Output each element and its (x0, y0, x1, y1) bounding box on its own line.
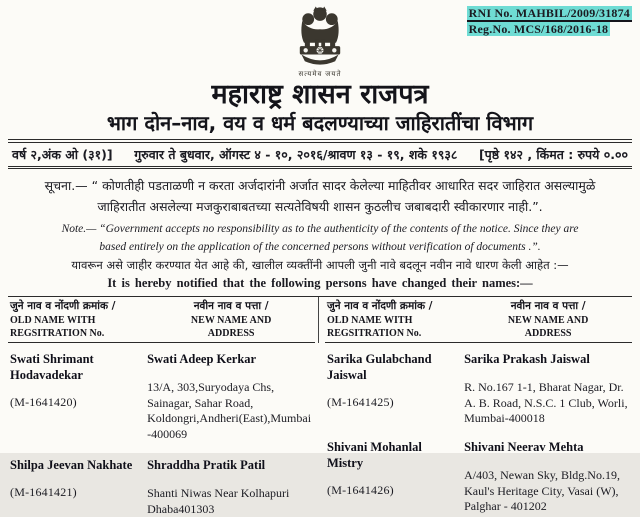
header-old-en2: REGSITRATION No. (10, 328, 105, 340)
header-old-en1: OLD NAME WITH (327, 315, 413, 327)
ashoka-emblem-icon (290, 4, 350, 68)
issue-date-range: गुरुवार ते बुधवार, ऑगस्ट ४ - १०, २०१६/श्रावण १३ - १९, शके १९३८ (134, 146, 458, 162)
header-old-marathi: जुने नाव व नोंदणी क्रमांक / (10, 300, 116, 313)
new-name-cell (143, 352, 315, 442)
issue-pages-price: [पृष्ठे १४२ , किंमत : रुपये ०.०० (478, 146, 628, 162)
header-old-en2: REGSITRATION No. (327, 328, 422, 340)
new-address: Shanti Niwas Near Kolhapuri Dhaba401303 (147, 486, 290, 516)
table-row (8, 458, 315, 517)
reg-number-text: Reg.No. MCS/168/2016-18 (468, 22, 609, 37)
header-old-marathi: जुने नाव व नोंदणी क्रमांक / (327, 300, 433, 313)
declaration-english: It is hereby notified that the following persons have changed their names:— (107, 276, 533, 291)
table-row (325, 440, 632, 514)
col-header-new-name (464, 300, 632, 340)
issue-volume: वर्ष २,अंक ओ (३१)] (12, 146, 113, 162)
old-name-cell (325, 440, 460, 514)
table-row (8, 352, 315, 442)
registration-no: (M-1641421) (10, 485, 77, 499)
new-address: R. No.167 1-1, Bharat Nagar, Dr. A. B. Road, N.S.C. 1 Club, Worli, Mumbai-400018 (464, 380, 628, 426)
header-new-en2: ADDRESS (524, 328, 572, 340)
header-new-en1: NEW NAME AND (190, 315, 272, 327)
col-header-old-name (325, 300, 464, 340)
old-name-cell (8, 458, 143, 517)
column-pair-divider (318, 297, 319, 343)
issue-bar (8, 139, 632, 169)
table-pair-right (325, 297, 632, 517)
new-name-cell (460, 352, 632, 432)
header-underline-right (325, 342, 632, 343)
old-name: Swati Shrimant Hodavadekar (10, 352, 94, 382)
rni-number-text: RNI No. MAHBIL/2009/31874 (468, 6, 630, 20)
old-name: Sarika Gulabchand Jaiswal (327, 352, 432, 382)
registration-no: (M-1641426) (327, 482, 394, 497)
gazette-title: महाराष्ट्र शासन राजपत्र (211, 79, 429, 110)
declaration-marathi: यावरून असे जाहीर करण्यात येत आहे की, खालील व्यक्तींनी आपली जुनी नावे बदलून नवीन नावे धारण केली आहेत :— (71, 258, 569, 273)
header-new-en1: NEW NAME AND (507, 315, 589, 327)
table-row (325, 352, 632, 432)
registration-no: (M-1641420) (10, 394, 77, 409)
new-name: Swati Adeep Kerkar (147, 352, 257, 367)
new-name: Shraddha Pratik Patil (147, 458, 266, 473)
notice-marathi: सूचना.— “ कोणतीही पडताळणी न करता अर्जदारांनी अर्जात सादर केलेल्या माहितीवर आधारित सदर जाहिरात असल्यामुळे जाहिरातीत असलेल्या मजकुराबाबतच्या सत्यतेविषयी शासन कुठलीच जबाबदारी स्वीकारणार नाही.”. (44, 178, 596, 214)
rni-number-line (467, 5, 632, 21)
col-header-new-name (147, 300, 315, 340)
emblem-motto-caption: सत्यमेव जयते (298, 70, 342, 78)
new-name: Shivani Neerav Mehta (464, 440, 584, 455)
header-old-en1: OLD NAME WITH (10, 315, 96, 327)
old-name-cell (325, 352, 460, 432)
header-new-marathi: नवीन नाव व पत्ता / (510, 300, 586, 313)
registration-no: (M-1641425) (327, 394, 394, 409)
header-new-marathi: नवीन नाव व पत्ता / (193, 300, 269, 313)
new-name-cell (460, 440, 632, 514)
table-pair-left (8, 297, 315, 517)
old-name-cell (8, 352, 143, 442)
names-table (8, 297, 632, 517)
old-name: Shilpa Jeevan Nakhate (10, 458, 133, 473)
note-english: Note.— “Government accepts no responsibility as to the authenticity of the contents of the notice. Since they are based entirely on the application of the concerned persons without verification of documents .”. (61, 222, 579, 253)
header-new-en2: ADDRESS (207, 328, 255, 340)
header-row-right (325, 297, 632, 340)
header-row-left (8, 297, 315, 340)
col-header-old-name (8, 300, 147, 340)
new-address: A/403, Newan Sky, Bldg.No.19, Kaul's Heritage City, Vasai (W), Palghar - 401202 (464, 468, 620, 514)
gazette-subtitle: भाग दोन–नाव, वय व धर्म बदलण्याच्या जाहिरातींचा विभाग (106, 111, 534, 136)
new-name-cell (143, 458, 315, 517)
new-name: Sarika Prakash Jaiswal (464, 352, 590, 367)
old-name: Shivani Mohanlal Mistry (327, 440, 422, 470)
reg-number-line (467, 21, 632, 37)
header-underline-left (8, 342, 315, 343)
new-address: 13/A, 303,Suryodaya Chs, Sainagar, Sahar Road, Koldongri,Andheri(East),Mumbai -400069 (147, 380, 312, 441)
masthead-reg-block (467, 5, 632, 37)
